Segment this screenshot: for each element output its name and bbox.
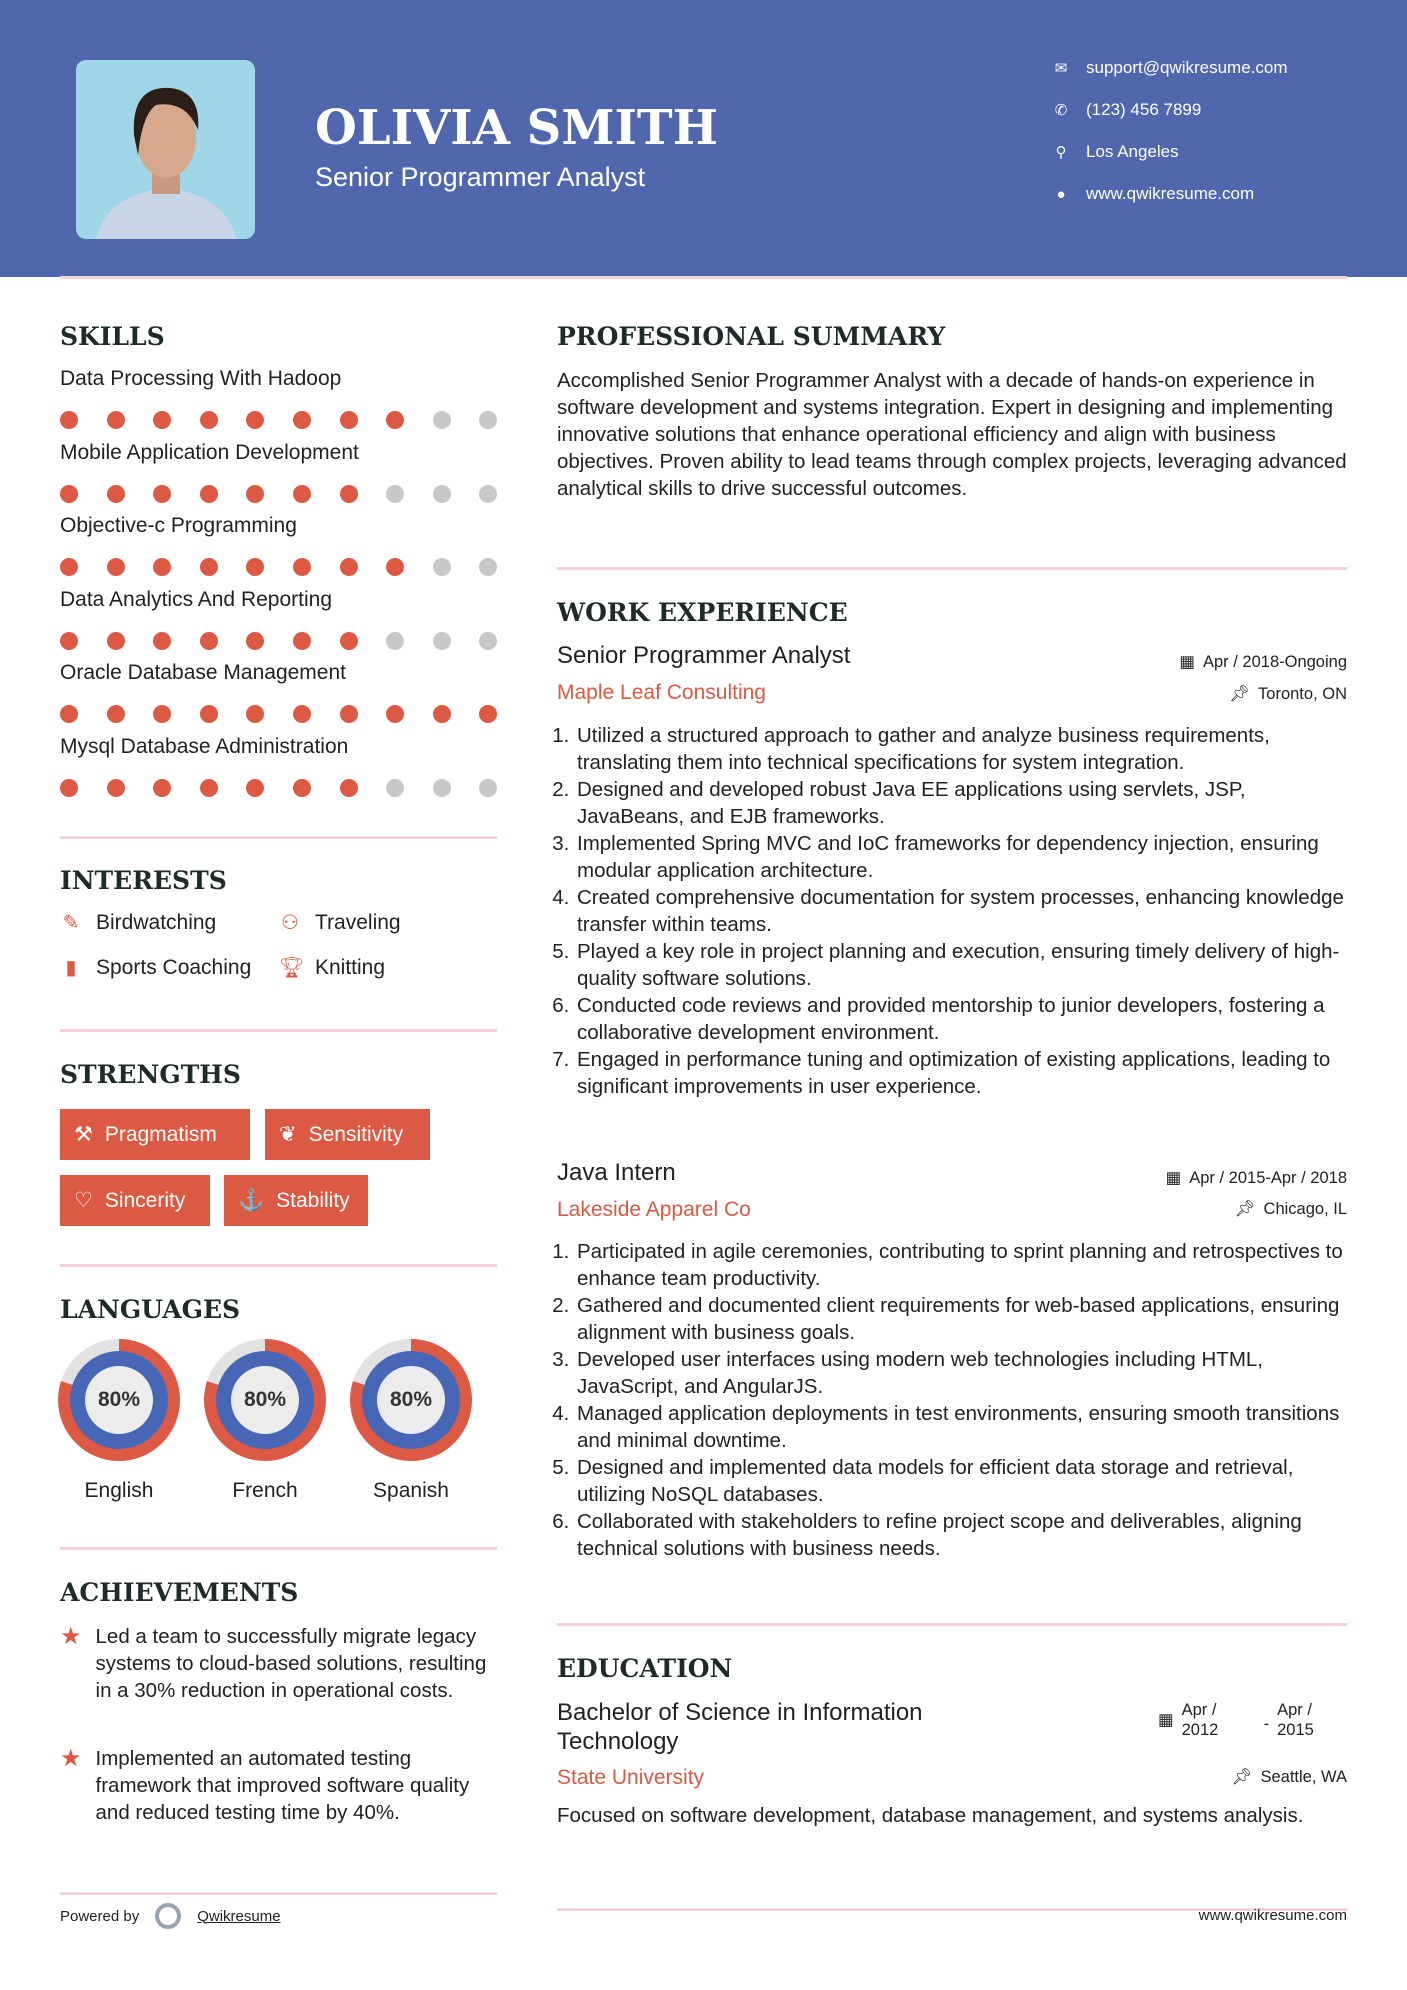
rating-dot-empty — [433, 779, 451, 797]
job-bullet: 1. Utilized a structured approach to gather and analyze business requirements, translating them into technical specifications for system integration. — [575, 722, 1357, 776]
binoculars-icon: ⚇ — [281, 912, 299, 934]
phone-icon: ✆ — [1054, 102, 1068, 119]
rating-dot-filled — [200, 779, 218, 797]
powered-by — [60, 1903, 281, 1929]
rating-dot-filled — [107, 705, 125, 723]
rating-dot-filled — [293, 411, 311, 429]
job-bullets — [557, 722, 1357, 1100]
rating-dot-filled — [246, 705, 264, 723]
rating-dot-filled — [293, 632, 311, 650]
calendar-icon: ▦ — [1165, 1169, 1182, 1187]
contact-text: www.qwikresume.com — [1086, 184, 1255, 203]
rating-dot-empty — [479, 485, 497, 503]
rating-dot-filled — [293, 779, 311, 797]
skill-label: Data Processing With Hadoop — [60, 367, 342, 390]
rating-dot-filled — [479, 705, 497, 723]
language-proficiency-donut — [350, 1339, 472, 1461]
divider — [557, 567, 1347, 570]
rating-dot-filled — [60, 705, 78, 723]
rating-dot-filled — [153, 558, 171, 576]
rating-dot-filled — [107, 779, 125, 797]
rating-dot-filled — [200, 411, 218, 429]
skill-rating — [60, 632, 500, 650]
interest-label: Birdwatching — [96, 910, 217, 934]
language-percent: 80% — [377, 1366, 445, 1434]
rating-dot-empty — [433, 632, 451, 650]
rating-dot-filled — [340, 485, 358, 503]
skill-item — [60, 661, 500, 723]
divider — [60, 1547, 497, 1550]
language-spanish — [350, 1339, 472, 1503]
strength-tag — [224, 1175, 368, 1226]
rating-dot-filled — [153, 632, 171, 650]
education-description: Focused on software development, database management, and systems analysis. — [557, 1804, 1304, 1827]
date-text: Apr / 2018-Ongoing — [1202, 652, 1347, 671]
contact-email[interactable] — [1052, 58, 1288, 78]
strength-tag — [60, 1109, 250, 1160]
rating-dot-empty — [433, 411, 451, 429]
skill-rating — [60, 485, 500, 503]
suitcase-icon: ▮ — [65, 957, 77, 979]
strength-label: Sincerity — [104, 1188, 186, 1212]
location-text: Toronto, ON — [1258, 685, 1347, 703]
school-name: State University — [557, 1766, 705, 1789]
skill-item — [60, 735, 500, 797]
candidate-title: Senior Programmer Analyst — [315, 162, 646, 192]
rating-dot-filled — [246, 558, 264, 576]
language-proficiency-donut — [204, 1339, 326, 1461]
rating-dot-filled — [340, 411, 358, 429]
skill-item — [60, 367, 500, 429]
date-text: Apr / 2015-Apr / 2018 — [1189, 1168, 1347, 1187]
job-company: Maple Leaf Consulting — [557, 681, 766, 704]
pin-icon: 📌︎ — [1231, 1768, 1253, 1786]
pin-icon: 📌︎ — [1234, 1200, 1256, 1218]
rating-dot-filled — [386, 558, 404, 576]
rating-dot-filled — [60, 485, 78, 503]
rating-dot-filled — [107, 558, 125, 576]
gavel-icon: ⚒ — [74, 1123, 93, 1146]
rating-dot-filled — [153, 779, 171, 797]
rating-dot-empty — [386, 632, 404, 650]
interest-item — [60, 955, 251, 980]
job-dates — [1166, 1168, 1347, 1188]
rating-dot-empty — [479, 632, 497, 650]
contact-phone — [1052, 100, 1201, 120]
achievement-text: Implemented an automated testing framework that improved software quality and reduced testing time by 40%. — [95, 1747, 470, 1824]
languages-heading: LANGUAGES — [60, 1295, 241, 1324]
candidate-name: OLIVIA SMITH — [315, 100, 718, 156]
qwikresume-logo-icon — [155, 1903, 181, 1929]
rating-dot-filled — [293, 558, 311, 576]
interest-label: Sports Coaching — [96, 955, 252, 979]
rating-dot-filled — [153, 411, 171, 429]
rating-dot-filled — [153, 705, 171, 723]
rating-dot-filled — [293, 705, 311, 723]
language-english — [58, 1339, 180, 1503]
interest-item — [60, 910, 216, 935]
rating-dot-filled — [153, 485, 171, 503]
education-start: Apr / 2012 — [1181, 1701, 1219, 1739]
rating-dot-empty — [479, 411, 497, 429]
skill-item — [60, 514, 500, 576]
rating-dot-filled — [246, 485, 264, 503]
resume-header — [0, 0, 1407, 277]
rating-dot-empty — [433, 485, 451, 503]
interest-item — [279, 955, 385, 980]
contact-location — [1052, 142, 1179, 162]
footer-website[interactable]: www.qwikresume.com — [1198, 1907, 1347, 1924]
map-marker-icon: ⚲ — [1055, 144, 1067, 161]
date-separator: - — [1263, 1715, 1270, 1733]
skill-label: Mysql Database Administration — [60, 734, 349, 758]
language-proficiency-donut — [58, 1339, 180, 1461]
calendar-icon: ▦ — [1158, 1711, 1174, 1729]
job-bullet: 5. Played a key role in project planning and execution, ensuring timely delivery of high-quality software solutions. — [575, 938, 1357, 992]
edit-icon: ✎ — [62, 912, 80, 934]
job-company: Lakeside Apparel Co — [557, 1198, 751, 1221]
heart-icon: ♡ — [74, 1189, 93, 1212]
envelope-icon: ✉ — [1054, 60, 1068, 77]
rating-dot-filled — [246, 411, 264, 429]
trophy-icon: 🏆︎ — [279, 957, 305, 979]
rating-dot-empty — [386, 779, 404, 797]
divider — [60, 1892, 497, 1895]
interest-label: Knitting — [315, 955, 386, 979]
skill-item — [60, 441, 500, 503]
job-location — [1235, 1200, 1347, 1219]
summary-text: Accomplished Senior Programmer Analyst with a decade of hands-on experience in software development and systems integration. Expert in designing and implementing innovative solutions that enhance operational efficiency and align with business objectives. Proven ability to lead teams through complex projects, leveraging advanced analytical skills to drive successful outcomes. — [557, 369, 1347, 500]
rating-dot-filled — [60, 558, 78, 576]
rating-dot-filled — [60, 779, 78, 797]
job-bullet: 6. Conducted code reviews and provided mentorship to junior developers, fostering a collaborative development environment. — [575, 992, 1357, 1046]
rating-dot-filled — [433, 705, 451, 723]
education-location — [1232, 1768, 1347, 1787]
pin-icon: 📌︎ — [1229, 685, 1251, 703]
interests-heading: INTERESTS — [60, 866, 227, 895]
achievement-item — [60, 1623, 500, 1704]
contact-text: Los Angeles — [1086, 142, 1179, 161]
language-label: Spanish — [373, 1479, 449, 1502]
star-icon: ★ — [60, 1623, 82, 1650]
contact-text: support@qwikresume.com — [1086, 58, 1288, 77]
skill-label: Mobile Application Development — [60, 440, 359, 464]
rating-dot-filled — [60, 411, 78, 429]
job-bullet: 4. Managed application deployments in test environments, ensuring smooth transitions and minimal downtime. — [575, 1400, 1357, 1454]
rating-dot-empty — [433, 558, 451, 576]
rating-dot-empty — [479, 779, 497, 797]
achievements-heading: ACHIEVEMENTS — [60, 1578, 299, 1607]
education-heading: EDUCATION — [557, 1654, 733, 1683]
profile-photo — [76, 60, 255, 239]
job-title: Java Intern — [557, 1159, 676, 1186]
location-text: Seattle, WA — [1260, 1768, 1347, 1786]
summary-heading: PROFESSIONAL SUMMARY — [557, 322, 946, 351]
rating-dot-filled — [340, 779, 358, 797]
language-label: English — [84, 1479, 154, 1502]
skill-rating — [60, 411, 500, 429]
strength-tag — [265, 1109, 430, 1160]
job-bullet: 7. Engaged in performance tuning and optimization of existing applications, leading to significant improvements in user experience. — [575, 1046, 1357, 1100]
education-end: Apr / 2015 — [1277, 1701, 1314, 1739]
rating-dot-filled — [107, 632, 125, 650]
job-location — [1229, 685, 1347, 704]
rating-dot-filled — [340, 705, 358, 723]
language-percent: 80% — [85, 1366, 153, 1434]
calendar-icon: ▦ — [1179, 653, 1195, 671]
skill-rating — [60, 558, 500, 576]
interest-label: Traveling — [315, 910, 401, 934]
rating-dot-filled — [107, 411, 125, 429]
achievement-item — [60, 1745, 500, 1826]
location-text: Chicago, IL — [1263, 1200, 1347, 1218]
strength-label: Pragmatism — [104, 1122, 217, 1146]
education-dates — [1158, 1700, 1317, 1740]
rating-dot-filled — [200, 632, 218, 650]
leaf-icon: ❦ — [279, 1123, 297, 1146]
divider — [60, 836, 497, 839]
rating-dot-filled — [293, 485, 311, 503]
skill-label: Data Analytics And Reporting — [60, 587, 332, 611]
contact-website[interactable] — [1052, 184, 1254, 204]
strength-label: Stability — [276, 1188, 350, 1212]
rating-dot-empty — [479, 558, 497, 576]
job-bullet: 1. Participated in agile ceremonies, contributing to sprint planning and retrospectives to enhance team productivity. — [575, 1238, 1357, 1292]
qwikresume-link[interactable]: Qwikresume — [197, 1907, 281, 1925]
job-bullet: 4. Created comprehensive documentation for system processes, enhancing knowledge transfer within teams. — [575, 884, 1357, 938]
rating-dot-filled — [246, 632, 264, 650]
job-bullet: 3. Developed user interfaces using modern web technologies including HTML, JavaScript, and AngularJS. — [575, 1346, 1357, 1400]
language-french — [204, 1339, 326, 1503]
rating-dot-filled — [200, 485, 218, 503]
job-bullet: 2. Gathered and documented client requirements for web-based applications, ensuring alignment with business goals. — [575, 1292, 1357, 1346]
divider — [60, 1029, 497, 1032]
rating-dot-filled — [200, 705, 218, 723]
job-bullet: 2. Designed and developed robust Java EE applications using servlets, JSP, JavaBeans, and EJB frameworks. — [575, 776, 1357, 830]
job-bullets — [557, 1238, 1357, 1562]
job-title: Senior Programmer Analyst — [557, 642, 851, 669]
strength-label: Sensitivity — [308, 1122, 404, 1146]
skill-label: Oracle Database Management — [60, 661, 346, 684]
skill-rating — [60, 705, 500, 723]
job-bullet: 3. Implemented Spring MVC and IoC frameworks for dependency injection, ensuring modular application architecture. — [575, 830, 1357, 884]
job-dates — [1179, 652, 1347, 672]
achievement-text: Led a team to successfully migrate legacy systems to cloud-based solutions, resulting in a 30% reduction in operational costs. — [95, 1625, 487, 1702]
skill-rating — [60, 779, 500, 797]
language-label: French — [232, 1479, 298, 1502]
rating-dot-filled — [200, 558, 218, 576]
star-icon: ★ — [60, 1745, 82, 1772]
experience-heading: WORK EXPERIENCE — [557, 598, 848, 627]
job-bullet: 5. Designed and implemented data models for efficient data storage and retrieval, utilizing NoSQL databases. — [575, 1454, 1357, 1508]
skill-label: Objective-c Programming — [60, 514, 297, 537]
globe-icon: ● — [1056, 185, 1066, 203]
powered-by-text: Powered by — [60, 1907, 140, 1925]
rating-dot-filled — [60, 632, 78, 650]
rating-dot-filled — [246, 779, 264, 797]
rating-dot-filled — [386, 705, 404, 723]
strengths-heading: STRENGTHS — [60, 1060, 241, 1089]
rating-dot-empty — [386, 485, 404, 503]
interest-item — [279, 910, 401, 935]
skills-heading: SKILLS — [60, 322, 165, 351]
rating-dot-filled — [340, 558, 358, 576]
rating-dot-filled — [386, 411, 404, 429]
language-percent: 80% — [231, 1366, 299, 1434]
degree-title: Bachelor of Science in Information Technology — [557, 1699, 923, 1755]
job-bullet: 6. Collaborated with stakeholders to refine project scope and deliverables, aligning technical solutions with business needs. — [575, 1508, 1357, 1562]
divider — [557, 1623, 1347, 1626]
rating-dot-filled — [107, 485, 125, 503]
anchor-icon: ⚓ — [238, 1188, 265, 1212]
contact-text: (123) 456 7899 — [1086, 100, 1202, 119]
divider — [60, 276, 1347, 279]
skill-item — [60, 588, 500, 650]
rating-dot-filled — [340, 632, 358, 650]
strength-tag — [60, 1175, 210, 1226]
divider — [60, 1264, 497, 1267]
